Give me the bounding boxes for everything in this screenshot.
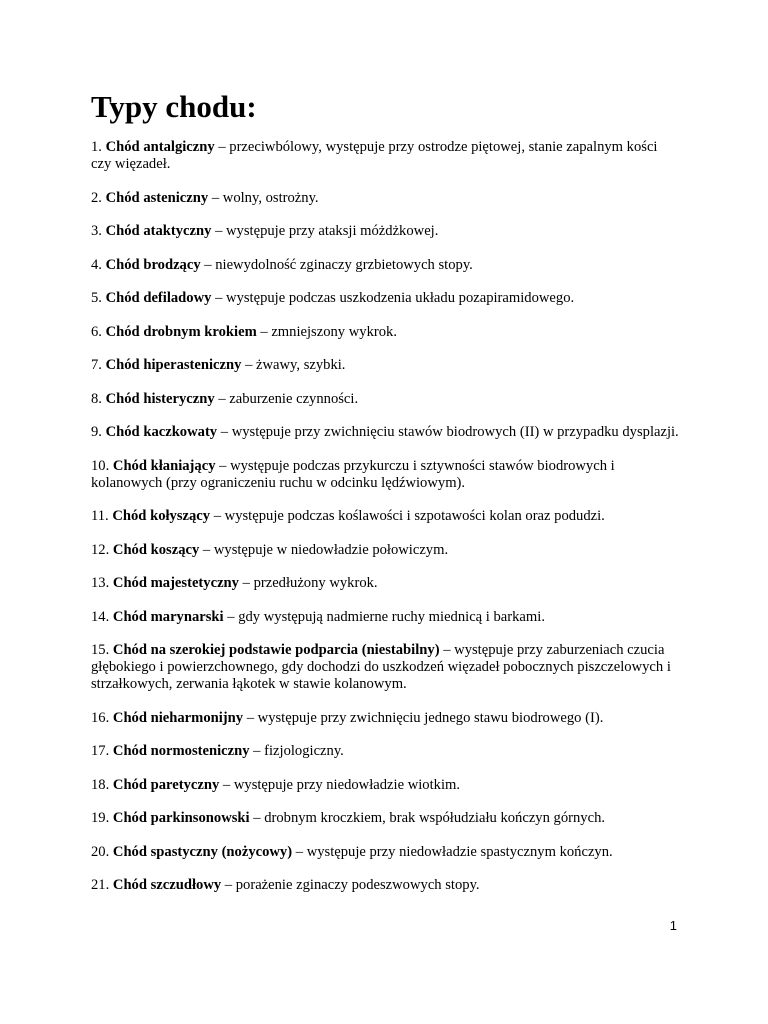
list-item xyxy=(91,710,681,727)
item-term: Chód defiladowy xyxy=(105,290,212,306)
list-item xyxy=(91,190,681,207)
item-number: 21. xyxy=(91,877,110,893)
item-description: – występuje przy zwichnięciu stawów biodrowych (II) w przypadku dysplazji. xyxy=(217,424,679,440)
item-number: 14. xyxy=(91,608,110,625)
list-item xyxy=(91,357,681,374)
item-number: 7. xyxy=(91,357,102,373)
list-item xyxy=(91,139,681,173)
item-number: 18. xyxy=(91,776,110,793)
list-item xyxy=(91,542,681,559)
item-description: – niewydolność zginaczy grzbietowych stopy. xyxy=(200,256,473,273)
item-description: – zmniejszony wykrok. xyxy=(256,323,397,340)
item-number: 6. xyxy=(91,323,102,340)
list-item xyxy=(91,508,681,525)
list-item xyxy=(91,223,681,240)
list-item xyxy=(91,877,681,894)
item-term: Chód na szerokiej podstawie podparcia (niestabilny) xyxy=(112,642,440,658)
item-number: 12. xyxy=(91,541,110,558)
item-description: – występuje w niedowładzie połowiczym. xyxy=(199,541,449,558)
item-term: Chód spastyczny (nożycowy) xyxy=(112,843,293,860)
item-term: Chód drobnym krokiem xyxy=(105,323,257,340)
item-number: 17. xyxy=(91,743,110,759)
page-number: 1 xyxy=(669,918,677,933)
list-item xyxy=(91,642,681,693)
item-description: – występuje przy ataksji móżdżkowej. xyxy=(211,223,439,239)
item-description: – występuje podczas koślawości i szpotawości kolan oraz podudzi. xyxy=(210,508,605,524)
item-term: Chód hiperasteniczny xyxy=(105,357,242,373)
item-description: – żwawy, szybki. xyxy=(241,357,346,373)
item-term: Chód majestetyczny xyxy=(112,575,239,591)
list-item xyxy=(91,324,681,341)
item-term: Chód kłaniający xyxy=(112,457,216,474)
list-item xyxy=(91,575,681,592)
list-item xyxy=(91,777,681,794)
list-item xyxy=(91,458,681,492)
item-number: 8. xyxy=(91,390,102,407)
list-item xyxy=(91,844,681,861)
item-number: 13. xyxy=(91,575,110,591)
item-description: – występuje podczas uszkodzenia układu pozapiramidowego. xyxy=(211,290,575,306)
item-description: – zaburzenie czynności. xyxy=(214,390,359,407)
item-term: Chód kaczkowaty xyxy=(105,424,218,440)
item-term: Chód histeryczny xyxy=(105,390,215,407)
item-number: 19. xyxy=(91,810,110,826)
item-term: Chód asteniczny xyxy=(105,189,209,206)
list-item xyxy=(91,391,681,408)
item-number: 20. xyxy=(91,843,110,860)
item-description: – występuje podczas przykurczu i sztywności stawów biodrowych i kolanowych (przy ograniczeniu ruchu w odcinku lędźwiowym). xyxy=(91,457,615,491)
list-item xyxy=(91,257,681,274)
list-item xyxy=(91,743,681,760)
item-term: Chód paretyczny xyxy=(112,776,220,793)
item-number: 11. xyxy=(91,508,109,524)
item-description: – występuje przy zaburzeniach czucia głębokiego i powierzchownego, gdy dochodzi do uszkodzeń więzadeł pobocznych piszczelowych i strzałkowych, zerwania łąkotek w stawie kolanowym. xyxy=(91,642,671,692)
list-item xyxy=(91,290,681,307)
item-description: – fizjologiczny. xyxy=(249,743,344,759)
list-item xyxy=(91,609,681,626)
item-description: – gdy występują nadmierne ruchy miednicą i barkami. xyxy=(223,608,545,625)
list-item xyxy=(91,810,681,827)
item-description: – przeciwbólowy, występuje przy ostrodze piętowej, stanie zapalnym kości czy więzadeł. xyxy=(91,139,658,172)
item-number: 15. xyxy=(91,642,110,658)
item-number: 2. xyxy=(91,189,102,206)
item-term: Chód normosteniczny xyxy=(112,743,250,759)
item-term: Chód szczudłowy xyxy=(112,877,222,893)
item-description: – występuje przy niedowładzie spastycznym kończyn. xyxy=(292,843,613,860)
item-number: 3. xyxy=(91,223,102,239)
item-term: Chód ataktyczny xyxy=(105,223,212,239)
gait-types-list xyxy=(91,139,681,911)
item-number: 10. xyxy=(91,457,110,474)
item-number: 5. xyxy=(91,290,102,306)
item-term: Chód parkinsonowski xyxy=(112,810,250,826)
item-description: – występuje przy zwichnięciu jednego stawu biodrowego (I). xyxy=(243,709,604,726)
item-term: Chód antalgiczny xyxy=(105,139,215,155)
item-number: 9. xyxy=(91,424,102,440)
list-item xyxy=(91,424,681,441)
item-number: 4. xyxy=(91,256,102,273)
item-term: Chód marynarski xyxy=(112,608,224,625)
item-description: – wolny, ostrożny. xyxy=(208,189,319,206)
item-term: Chód koszący xyxy=(112,541,200,558)
item-term: Chód nieharmonijny xyxy=(112,709,244,726)
item-description: – przedłużony wykrok. xyxy=(238,575,378,591)
item-description: – drobnym kroczkiem, brak współudziału kończyn górnych. xyxy=(249,810,606,826)
item-number: 1. xyxy=(91,139,102,155)
item-description: – porażenie zginaczy podeszwowych stopy. xyxy=(221,877,480,893)
page-title: Typy chodu: xyxy=(91,89,257,124)
item-number: 16. xyxy=(91,709,110,726)
item-description: – występuje przy niedowładzie wiotkim. xyxy=(219,776,461,793)
item-term: Chód kołyszący xyxy=(112,508,211,524)
item-term: Chód brodzący xyxy=(105,256,201,273)
